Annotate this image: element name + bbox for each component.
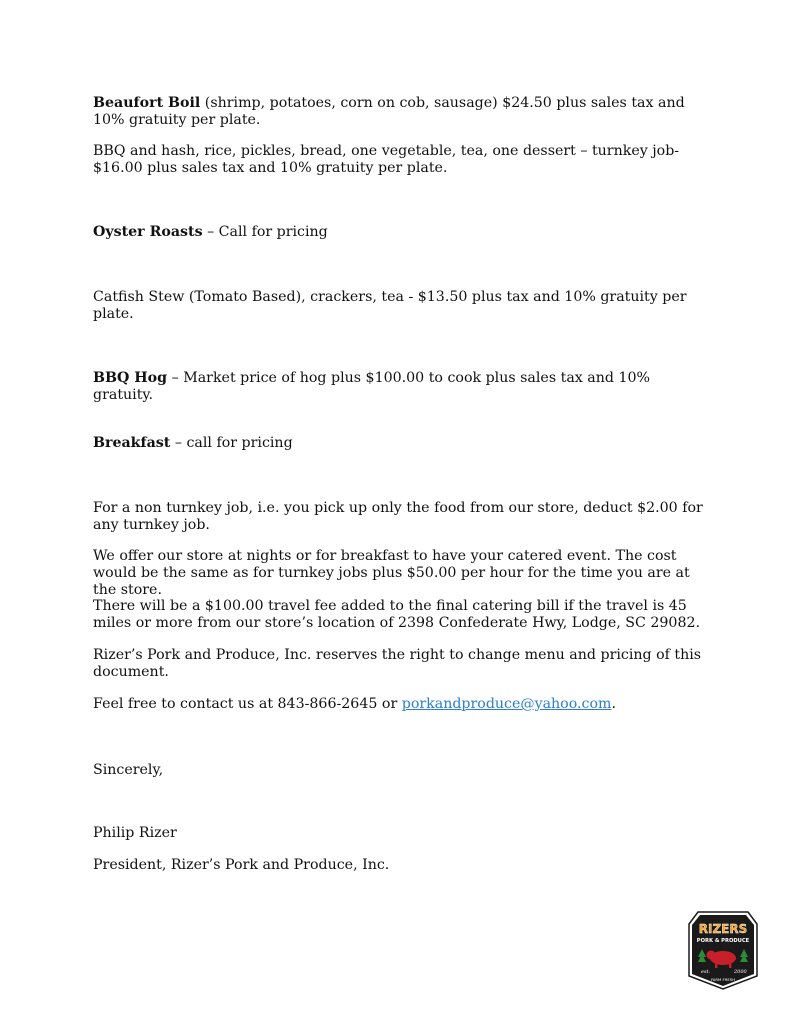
bbq-hash-paragraph: BBQ and hash, rice, pickles, bread, one vegetable, tea, one dessert – turnkey job- $16.00 plus sales tax and 10% gratuity per plate. — [93, 143, 680, 176]
breakfast-title: Breakfast — [93, 435, 171, 451]
bbq-hog-title: BBQ Hog — [93, 370, 168, 386]
contact-prefix: Feel free to contact us at 843-866-2645 or — [93, 696, 402, 712]
bbq-hog-paragraph — [93, 370, 713, 404]
closing-salutation: Sincerely, — [93, 762, 164, 778]
oyster-roasts-paragraph — [93, 224, 713, 241]
travel-fee-paragraph: There will be a $100.00 travel fee added to the final catering bill if the travel is 45 miles or more from our store’s location of 2398 Confederate Hwy, Lodge, SC 29082. — [93, 598, 701, 631]
beaufort-boil-paragraph — [93, 95, 713, 129]
non-turnkey-paragraph: For a non turnkey job, i.e. you pick up only the food from our store, deduct $2.00 for any turnkey job. — [93, 500, 703, 533]
signer-title: President, Rizer’s Pork and Produce, Inc. — [93, 857, 390, 873]
breakfast-paragraph — [93, 435, 713, 452]
beaufort-boil-text: (shrimp, potatoes, corn on cob, sausage) $24.50 plus sales tax and 10% gratuity per plate. — [93, 95, 685, 128]
contact-suffix: . — [611, 696, 616, 712]
store-offer-paragraph: We offer our store at nights or for breakfast to have your catered event. The cost would be the same as for turnkey jobs plus $50.00 per hour for the time you are at the store. — [93, 548, 690, 598]
rights-paragraph: Rizer’s Pork and Produce, Inc. reserves the right to change menu and pricing of this document. — [93, 647, 702, 680]
email-link[interactable]: porkandproduce@yahoo.com — [401, 696, 612, 712]
catfish-stew-paragraph: Catfish Stew (Tomato Based), crackers, tea - $13.50 plus tax and 10% gratuity per plate. — [93, 289, 687, 322]
bbq-hog-text: – Market price of hog plus $100.00 to cook plus sales tax and 10% gratuity. — [93, 370, 651, 403]
logo-subtitle: PORK & PRODUCE — [696, 938, 750, 944]
breakfast-text: – call for pricing — [170, 435, 293, 451]
signer-name: Philip Rizer — [93, 825, 177, 841]
oyster-roasts-text: – Call for pricing — [202, 224, 328, 240]
contact-paragraph — [93, 696, 713, 713]
logo-est: est. — [701, 969, 711, 975]
oyster-roasts-title: Oyster Roasts — [93, 224, 203, 240]
logo-year: 2000 — [734, 969, 747, 975]
logo-tagline: FARM FRESH — [710, 977, 736, 982]
logo-brand: RIZERS — [698, 922, 748, 936]
rizers-logo — [688, 910, 758, 990]
beaufort-boil-title: Beaufort Boil — [93, 95, 201, 111]
